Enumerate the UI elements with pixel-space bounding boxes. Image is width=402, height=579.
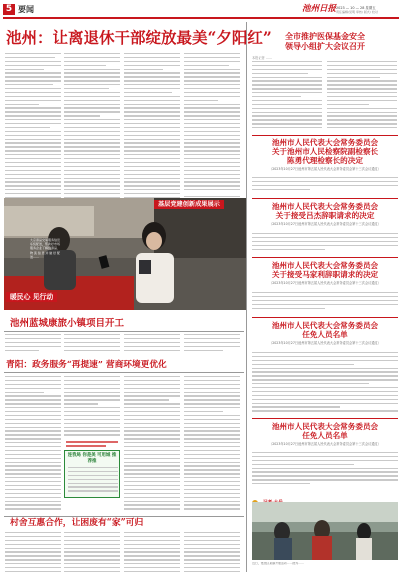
notice-body-2 [252,233,398,257]
bottom-photo [252,502,398,560]
notice-body-3 [252,292,398,316]
notice-title-5: 池州市人民代表大会常务委员会 任免人员名单 [271,422,379,441]
editors-line: 责任编辑/吴明 审核/ 版式/ 校对 [336,10,378,14]
newspaper-logo: 池州日报 [302,4,337,14]
notice-body-5 [252,452,398,488]
lantian-headline: 池州蓝城康旅小镇项目开工 [10,318,125,329]
village-col-4 [184,532,240,576]
village-headline: 村舍互惠合作，让困废有“家”可归 [10,518,144,528]
notice-rule-3 [252,257,398,258]
notice-subtitle-3: （2023年10月27日池州市第五届人民代表大会常务委员会第十三次会议通过） [269,281,381,285]
main-headline: 池州：让离退休干部绽放最美“夕阳红” [6,28,272,47]
green-promo-box [64,450,120,498]
photo-side-caption: 大宗商品交易服务信息系统配送，帮助好市场服务企业了解到商品、物流信息并做好配送…… [30,238,60,259]
notice-subtitle-2: （2023年10月27日池州市第五届人民代表大会常务委员会第十三次会议通过） [269,222,381,226]
notice-title-4: 池州市人民代表大会常务委员会 任免人员名单 [271,321,379,340]
right-top-text-col-1 [252,61,322,133]
page-number: 5 [3,4,15,15]
bottom-brand [252,492,398,500]
village-col-2 [64,532,120,576]
notice-rule-1 [252,135,398,136]
notice-rule-5 [252,418,398,419]
column-divider-right [246,22,247,572]
qingyang-rule [4,372,244,373]
qingyang-col-3 [124,376,180,512]
bottom-photo-caption: 近日，贵池区某镇开展活动……图为…… [252,562,305,565]
notice-body-4 [252,352,398,414]
green-promo-text: 连我局 你是美 可用城 推荐推 [67,453,117,464]
main-article-col-4 [184,53,240,193]
bottom-photo-illustration [252,502,398,560]
notice-title-3: 池州市人民代表大会常务委员会 关于接受马家利辞职请求的决定 [271,261,379,280]
photo-overlay-banner: 暖民心 见行动 [6,292,57,302]
qingyang-subhead-1 [66,441,118,443]
notice-body-1 [252,177,398,195]
qingyang-subhead-2 [66,445,106,447]
issue-date: 2023 — 10 — 28 星期五 [336,6,376,10]
header-rule [3,17,399,19]
notice-rule-2 [252,198,398,199]
lantian-col-2 [64,334,120,356]
qingyang-col-1 [5,376,61,512]
qingyang-col-2 [64,376,120,438]
village-rule-top [4,516,244,517]
main-article-col-5 [184,196,240,200]
right-top-text-col-2 [327,61,397,133]
photo-caption-banner: 基层党建创新成果展示 [154,200,224,209]
notice-subtitle-1: （2023年10月27日池州市第五届人民代表大会常务委员会第十三次会议通过） [269,167,381,171]
lantian-col-3 [124,334,180,356]
right-top-headline: 全市推护医保基金安全 领导小组扩大会议召开 [285,31,365,51]
village-col-1 [5,532,61,576]
green-promo-lines [68,467,118,495]
mid-rule [4,331,244,332]
lantian-col-1 [5,334,61,356]
notice-rule-4 [252,317,398,318]
village-col-3 [124,532,180,576]
section-label: 要闻 [18,5,34,14]
lantian-col-4 [184,334,240,356]
notice-subtitle-5: （2023年10月27日池州市第五届人民代表大会常务委员会第十三次会议通过） [269,442,381,446]
notice-title-2: 池州市人民代表大会常务委员会 关于接受吕杰辞职请求的决定 [271,202,379,221]
qingyang-col-4 [184,376,240,512]
qingyang-headline: 青阳：政务服务“再提速” 营商环境更优化 [6,360,167,370]
notice-subtitle-4: （2023年10月27日池州市第五届人民代表大会常务委员会第十三次会议通过） [269,341,381,345]
notice-title-1: 池州市人民代表大会常务委员会 关于池州市人民检察院副检察长 陈勇代理检察长的决定 [271,138,379,166]
right-top-byline: 本报记者 …… [252,56,273,60]
